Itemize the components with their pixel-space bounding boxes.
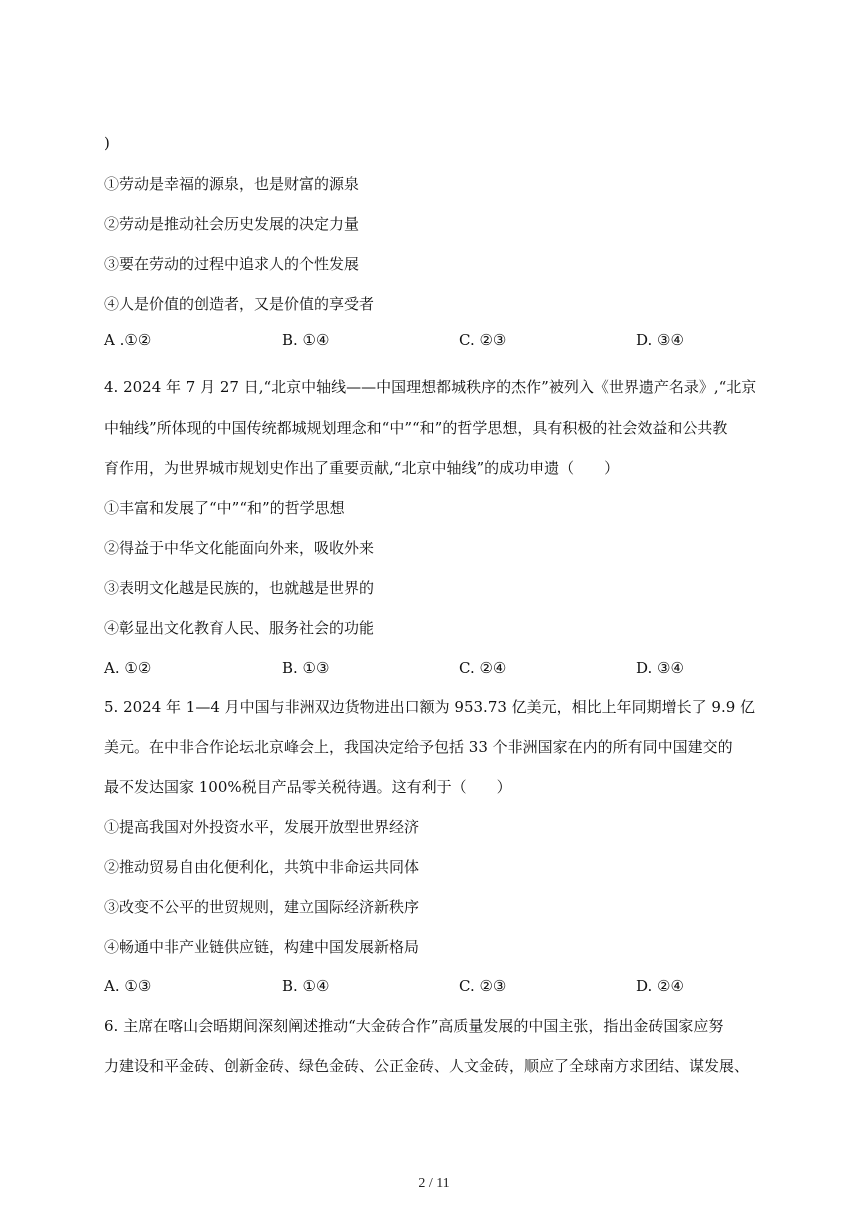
q5-option-c: C. ②③: [459, 977, 507, 995]
q4-option-d: D. ③④: [636, 659, 684, 677]
q3-option-b: B. ①④: [282, 331, 330, 349]
q4-option-c: C. ②④: [459, 659, 507, 677]
q5-option-d: D. ②④: [636, 977, 684, 995]
q4-item-2: ②得益于中华文化能面向外来，吸收外来: [104, 539, 375, 557]
q4-stem-line-1: 4. 2024 年 7 月 27 日,“北京中轴线——中国理想都城秩序的杰作”被列入《世界遗产名录》,“北京: [104, 378, 757, 396]
q5-stem-line-2: 美元。在中非合作论坛北京峰会上，我国决定给予包括 33 个非洲国家在内的所有同中国建交的: [104, 738, 733, 756]
q5-item-3: ③改变不公平的世贸规则，建立国际经济新秩序: [104, 898, 420, 916]
q4-option-a: A. ①②: [104, 659, 152, 677]
q5-stem-line-1: 5. 2024 年 1—4 月中国与非洲双边货物进出口额为 953.73 亿美元，相比上年同期增长了 9.9 亿: [104, 698, 756, 716]
q5-item-2: ②推动贸易自由化便利化，共筑中非命运共同体: [104, 858, 420, 876]
q6-stem-line-2: 力建设和平金砖、创新金砖、绿色金砖、公正金砖、人文金砖，顺应了全球南方求团结、谋发展、: [104, 1057, 750, 1075]
q4-stem-line-2: 中轴线”所体现的中国传统都城规划理念和“中”“和”的哲学思想，具有积极的社会效益和公共教: [104, 419, 728, 437]
q5-item-4: ④畅通中非产业链供应链，构建中国发展新格局: [104, 938, 420, 956]
q4-stem-line-3: 育作用，为世界城市规划史作出了重要贡献,“北京中轴线”的成功申遗（ ）: [104, 459, 620, 477]
q5-option-a: A. ①③: [104, 977, 152, 995]
q4-item-3: ③表明文化越是民族的，也就越是世界的: [104, 579, 375, 597]
q5-stem-line-3: 最不发达国家 100%税目产品零关税待遇。这有利于（ ）: [104, 778, 512, 796]
q3-item-4: ④人是价值的创造者，又是价值的享受者: [104, 295, 375, 313]
q5-item-1: ①提高我国对外投资水平，发展开放型世界经济: [104, 818, 420, 836]
q3-option-a: A .①②: [104, 331, 152, 349]
q3-stem-tail: ): [104, 134, 110, 152]
page-number: 2 / 11: [418, 1176, 450, 1191]
q5-option-b: B. ①④: [282, 977, 330, 995]
q4-option-b: B. ①③: [282, 659, 330, 677]
q4-item-1: ①丰富和发展了“中”“和”的哲学思想: [104, 499, 345, 517]
q3-item-1: ①劳动是幸福的源泉，也是财富的源泉: [104, 175, 360, 193]
q6-stem-line-1: 6. 主席在喀山会晤期间深刻阐述推动“大金砖合作”高质量发展的中国主张，指出金砖国家应努: [104, 1017, 724, 1035]
q3-option-c: C. ②③: [459, 331, 507, 349]
q3-item-3: ③要在劳动的过程中追求人的个性发展: [104, 255, 360, 273]
q3-item-2: ②劳动是推动社会历史发展的决定力量: [104, 215, 360, 233]
q4-item-4: ④彰显出文化教育人民、服务社会的功能: [104, 619, 375, 637]
q3-option-d: D. ③④: [636, 331, 684, 349]
